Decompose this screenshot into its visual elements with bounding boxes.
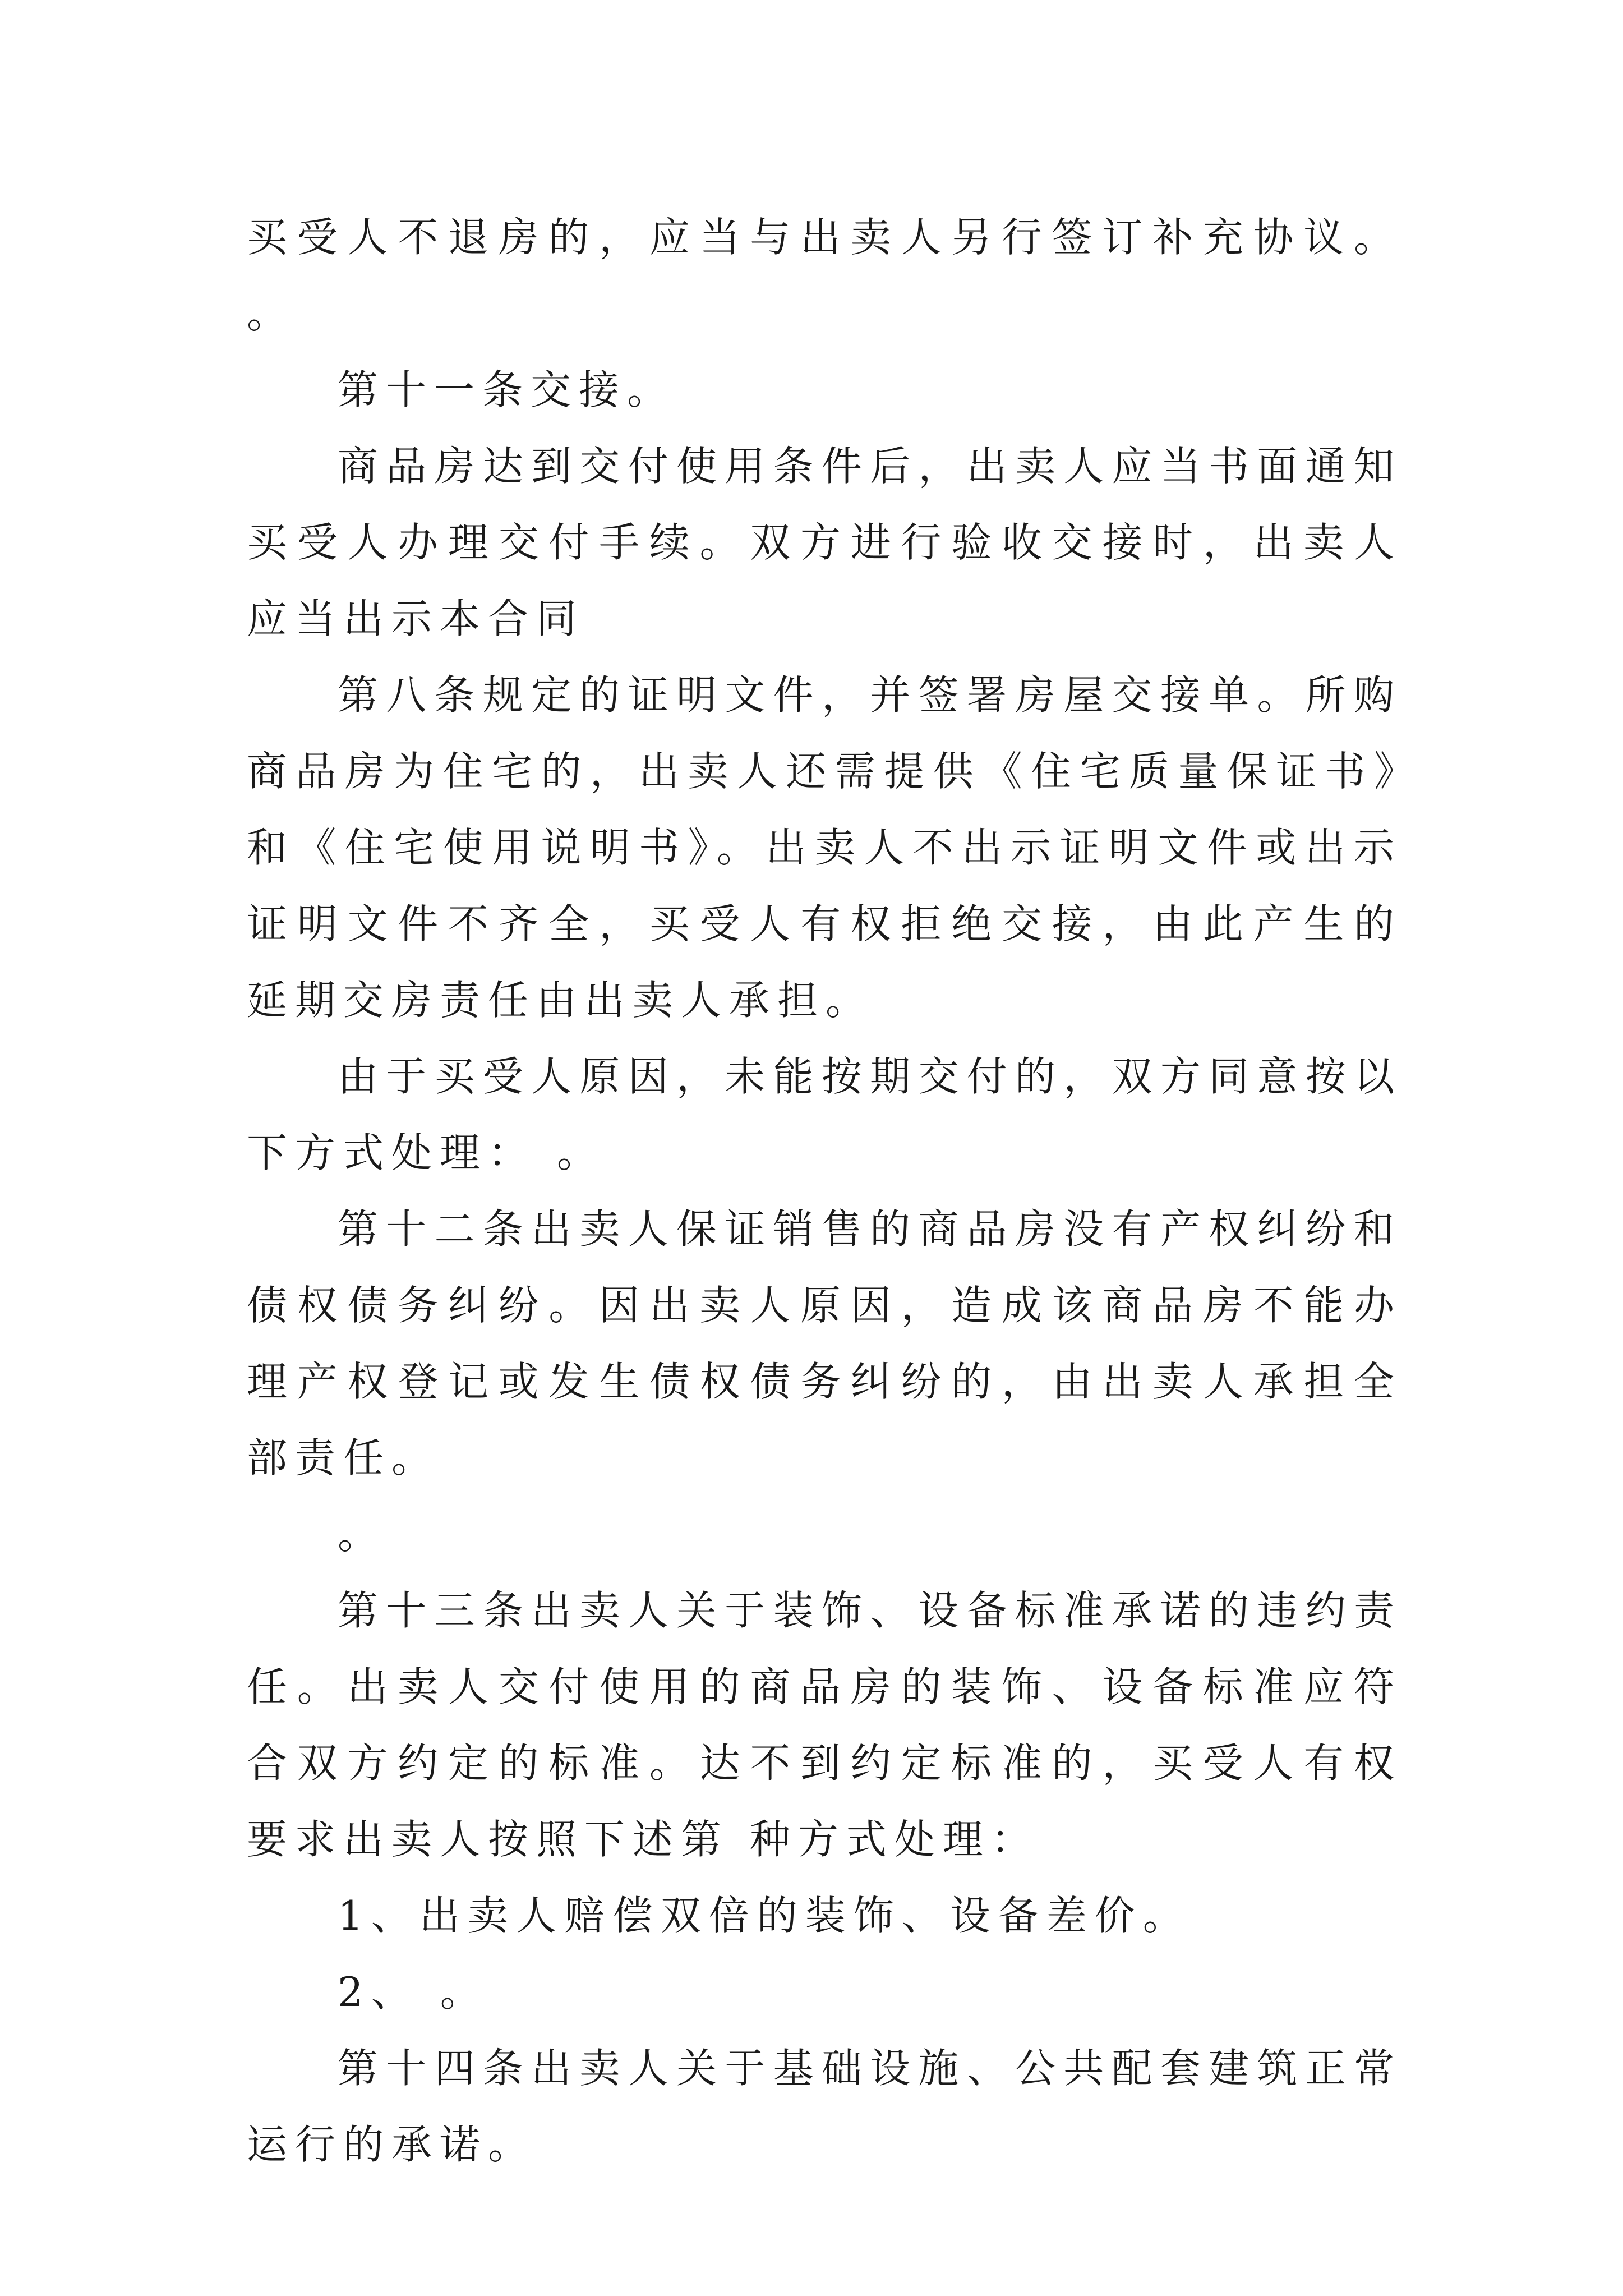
list-item-1: 1、出卖人赔偿双倍的装饰、设备差价。 [338, 1892, 1191, 1939]
paragraph-buyer-delay: 由于买受人原因，未能按期交付的，双方同意按以下方式处理： 。 [247, 1053, 1402, 1176]
paragraph-article-13: 第十三条出卖人关于装饰、设备标准承诺的违约责任。出卖人交付使用的商品房的装饰、设备标准应符合双方约定的标准。达不到约定标准的，买受人有权要求出卖人按照下述第 种方式处理： [247, 1587, 1402, 1863]
paragraph-article-14: 第十四条出卖人关于基础设施、公共配套建筑正常运行的承诺。 [247, 2045, 1402, 2168]
paragraph-blank-period: 。 [338, 1511, 386, 1558]
heading-article-11: 第十一条交接。 [338, 366, 676, 413]
paragraph-article-12: 第十二条出卖人保证销售的商品房没有产权纠纷和债权债务纠纷。因出卖人原因，造成该商品房不能办理产权登记或发生债权债务纠纷的，由出卖人承担全部责任。 [247, 1205, 1402, 1481]
paragraph-delivery-notice: 商品房达到交付使用条件后，出卖人应当书面通知买受人办理交付手续。双方进行验收交接时，出卖人应当出示本合同 [247, 443, 1402, 642]
list-item-2: 2、 。 [338, 1968, 488, 2016]
contract-body [247, 199, 1402, 2183]
paragraph-article-8-documents: 第八条规定的证明文件，并签署房屋交接单。所购商品房为住宅的，出卖人还需提供《住宅质量保证书》和《住宅使用说明书》。出卖人不出示证明文件或出示证明文件不齐全，买受人有权拒绝交接，由此产生的延期交房责任由出卖人承担。 [247, 671, 1402, 1024]
paragraph-refund-clause: 买受人不退房的，应当与出卖人另行签订补充协议。 。 [247, 214, 1402, 337]
